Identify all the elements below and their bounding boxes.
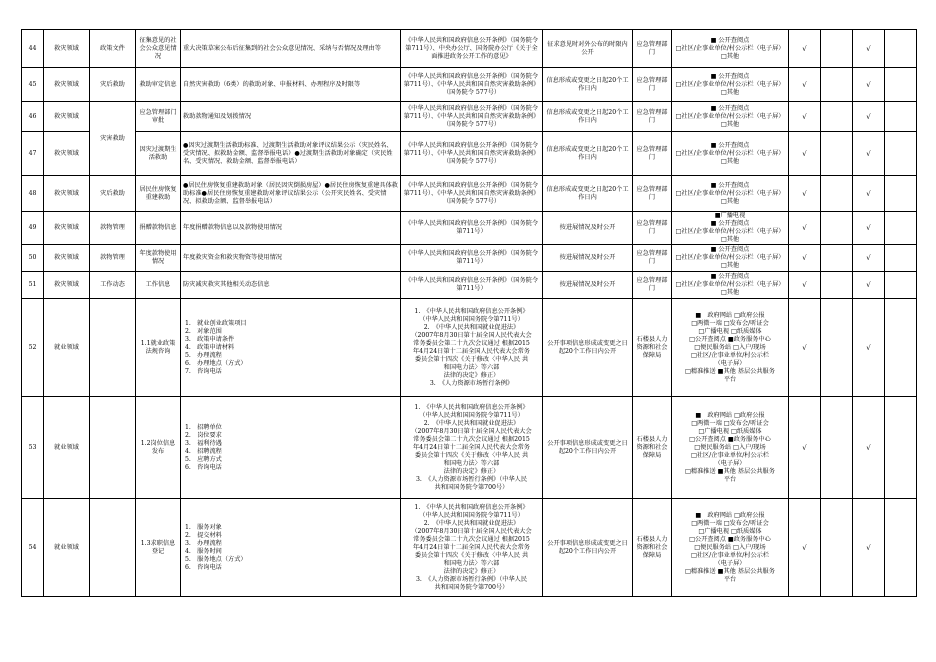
channel-cell — [672, 299, 789, 397]
check-cell: √ — [853, 245, 885, 272]
item-cell: 救助审定信息 — [136, 68, 181, 102]
row-number: 52 — [22, 299, 44, 397]
row-number: 53 — [22, 397, 44, 499]
list-item: 6. 咨询电话 — [185, 463, 222, 471]
basis-cell: 《中华人民共和国政府信息公开条例》（国务院令第711号）、《中华人民共和国自然灾害救助条例》（国务院令 577号） — [401, 132, 543, 176]
basis-line: （2007年8月30日第十届全国人民代表大会 — [411, 331, 532, 339]
basis-cell: 《中华人民共和国政府信息公开条例》（国务院令第711号） — [401, 212, 543, 245]
check-cell — [821, 245, 853, 272]
category-cell: 就业领域 — [44, 397, 90, 499]
channel-line: ■ 政府网站 □政府公报 — [695, 511, 765, 519]
basis-line: 年4月24日第十二届全国人民代表大会常务 — [413, 443, 530, 451]
channel-line: □社区/企事业单位/村公示栏（电子屏）□其他 — [675, 281, 785, 296]
content-list-cell — [181, 299, 401, 397]
department-cell: 应急管理部门 — [633, 272, 672, 299]
channel-cell — [672, 245, 789, 272]
check-cell: √ — [789, 272, 821, 299]
basis-line: 2. 《中华人民共和国就业促进法》 — [423, 519, 520, 527]
check-cell — [885, 272, 917, 299]
table-row — [22, 132, 917, 176]
basis-line: 和国电力法〉等六部 — [443, 459, 500, 467]
basis-line: 常务委员会第二十九次会议通过 根据2015 — [413, 435, 530, 443]
time-limit-cell: 按进展情况及时公开 — [543, 212, 633, 245]
basis-line: 2. 《中华人民共和国就业促进法》 — [423, 323, 520, 331]
list-item: 3. 政策申请条件 — [185, 335, 235, 343]
check-cell: √ — [853, 299, 885, 397]
time-limit-cell: 按进展情况及时公开 — [543, 272, 633, 299]
basis-cell: 《中华人民共和国政府信息公开条例》（国务院令第711号）、《中华人民共和国自然灾害救助条例》（国务院令 577号） — [401, 102, 543, 132]
check-cell — [885, 176, 917, 212]
content-cell: 年度救灾资金和救灾物资等使用情况 — [181, 245, 401, 272]
department-cell: 应急管理部门 — [633, 30, 672, 68]
channel-line: □精准推送 ■其他 基层公共服务 — [685, 567, 775, 575]
channel-cell — [672, 272, 789, 299]
row-number: 54 — [22, 499, 44, 597]
category-cell: 救灾领域 — [44, 212, 90, 245]
item-cell: 1.2岗位信息发布 — [136, 397, 181, 499]
category-cell: 救灾领域 — [44, 132, 90, 176]
check-cell: √ — [789, 68, 821, 102]
check-cell: √ — [853, 212, 885, 245]
subcategory-cell — [90, 397, 136, 499]
channel-line: □公开查阅点 ■政务服务中心 — [689, 535, 771, 543]
check-cell — [821, 499, 853, 597]
check-cell: √ — [789, 132, 821, 176]
time-limit-cell: 信息形成或变更之日起20个工作日内 — [543, 132, 633, 176]
row-number: 44 — [22, 30, 44, 68]
check-cell — [821, 68, 853, 102]
list-item: 6. 办理地点（方式） — [185, 359, 247, 367]
content-cell: 防灾减灾救灾其他相关动态信息 — [181, 272, 401, 299]
item-cell: 居民住房恢复重建救助 — [136, 176, 181, 212]
row-number: 46 — [22, 102, 44, 132]
item-cell: 1.3求职信息登记 — [136, 499, 181, 597]
basis-cell: 《中华人民共和国政府信息公开条例》（国务院令第711号）、《中华人民共和国自然灾害救助条例》（国务院令 577号） — [401, 176, 543, 212]
row-number: 50 — [22, 245, 44, 272]
row-number: 48 — [22, 176, 44, 212]
check-cell: √ — [853, 102, 885, 132]
channel-line: □社区/企事业单位/村公示栏（电子屏）□其他 — [675, 189, 785, 205]
channel-line: □社区/企事业单位/村公示栏（电子屏）□其他 — [675, 149, 785, 165]
basis-line: 和国电力法〉等六部 — [443, 559, 500, 567]
basis-cell: 《中华人民共和国政府信息公开条例》（国务院令第711号） — [401, 245, 543, 272]
channel-cell — [672, 68, 789, 102]
subcategory-cell: 灾后救助 — [90, 176, 136, 212]
list-item: 1. 就业创业政策项目 — [185, 319, 247, 327]
check-cell: √ — [789, 102, 821, 132]
time-limit-cell: 征求意见时对外公布的时限内公开 — [543, 30, 633, 68]
basis-line: 法律的决定》修正） — [443, 467, 500, 475]
table-row — [22, 176, 917, 212]
content-cell: 年度捐赠款物信息以及款物使用情况 — [181, 212, 401, 245]
item-cell: 应急管理部门审批 — [136, 102, 181, 132]
table-row — [22, 102, 917, 132]
check-cell: √ — [853, 176, 885, 212]
table-row — [22, 499, 917, 597]
list-item: 2. 提交材料 — [185, 531, 222, 539]
table-row — [22, 212, 917, 245]
category-cell: 救灾领域 — [44, 272, 90, 299]
list-item: 4. 服务时间 — [185, 547, 222, 555]
check-cell — [821, 299, 853, 397]
channel-line: □便民服务站 □入户/现场 — [694, 343, 766, 351]
channel-line: □社区/企事业单位/村公示栏（电子屏）□其他 — [675, 254, 785, 269]
subcategory-cell: 政策文件 — [90, 30, 136, 68]
check-cell: √ — [853, 397, 885, 499]
check-cell — [821, 102, 853, 132]
time-limit-cell: 信息形成或变更之日起20个工作日内 — [543, 176, 633, 212]
item-cell: 因灾过渡期生活救助 — [136, 132, 181, 176]
list-item: 7. 咨询电话 — [185, 367, 222, 375]
basis-cell: 《中华人民共和国政府信息公开条例》（国务院令第711号）、《中华人民共和国自然灾害救助条例》（国务院令 577号） — [401, 68, 543, 102]
content-cell: ●居民住房恢复重建救助对象（居民因灾倒损房屋）●居民住房恢复重建具体救助标准●居民住房恢复重建救助对象评议结果公示（公开灾民姓名、受灾情况、拟救助金额、监督举报电话） — [181, 176, 401, 212]
time-limit-cell: 按进展情况及时公开 — [543, 245, 633, 272]
channel-cell — [672, 397, 789, 499]
list-item: 4. 招聘流程 — [185, 447, 222, 455]
department-cell: 应急管理部门 — [633, 102, 672, 132]
basis-line: 3. 《人力资源市场暂行条例》 — [429, 379, 514, 387]
basis-cell — [401, 397, 543, 499]
basis-line: 年4月24日第十二届全国人民代表大会常务 — [413, 543, 530, 551]
check-cell: √ — [853, 30, 885, 68]
channel-line: □社区/企事业单位/村公示栏 — [690, 351, 770, 359]
content-cell: 救助款物通知及划拨情况 — [181, 102, 401, 132]
basis-cell — [401, 299, 543, 397]
list-item: 5. 服务地点（方式） — [185, 555, 247, 563]
check-cell: √ — [789, 176, 821, 212]
channel-line: 平台 — [723, 375, 737, 383]
channel-line: □公开查阅点 ■政务服务中心 — [689, 335, 771, 343]
basis-line: 3. 《人力资源市场暂行条例》（中华人民 — [415, 575, 528, 583]
channel-line: ■ 公开查阅点 — [710, 273, 750, 280]
category-cell: 救灾领域 — [44, 30, 90, 68]
check-cell — [885, 68, 917, 102]
channel-cell — [672, 212, 789, 245]
basis-line: 法律的决定》修正） — [443, 567, 500, 575]
basis-cell: 《中华人民共和国政府信息公开条例》（国务院令第711号）、中央办公厅、国务院办公厅《关于全面推进政务公开工作的意见》 — [401, 30, 543, 68]
channel-line: □便民服务站 □入户/现场 — [694, 443, 766, 451]
channel-line: □社区/企事业单位/村公示栏 — [690, 551, 770, 559]
check-cell — [821, 30, 853, 68]
channel-line: ■ 公开查阅点 — [710, 104, 750, 112]
check-cell: √ — [789, 499, 821, 597]
channel-cell — [672, 132, 789, 176]
basis-line: 3. 《人力资源市场暂行条例》（中华人民 — [415, 475, 528, 483]
channel-line: □精准推送 ■其他 基层公共服务 — [685, 367, 775, 375]
channel-line: ■ 政府网站 □政府公报 — [695, 411, 765, 419]
channel-line: □两微一端 □发布会/听证会 — [691, 319, 769, 327]
channel-cell — [672, 499, 789, 597]
subcategory-cell: 款物管理 — [90, 212, 136, 245]
check-cell: √ — [789, 299, 821, 397]
channel-line: （电子屏） — [714, 459, 746, 467]
channel-line: □广播电视 □纸质媒体 — [698, 327, 762, 335]
department-cell: 石楼县人力资源和社会保障局 — [633, 397, 672, 499]
channel-line: □公开查阅点 ■政务服务中心 — [689, 435, 771, 443]
channel-line: ■ 公开查阅点 — [710, 220, 750, 227]
row-number: 49 — [22, 212, 44, 245]
channel-line: □社区/企事业单位/村公示栏 — [690, 451, 770, 459]
channel-line: □社区/企事业单位/村公示栏（电子屏）□其他 — [675, 112, 785, 128]
category-cell: 救灾领域 — [44, 245, 90, 272]
category-cell: 救灾领域 — [44, 102, 90, 132]
item-cell: 1.1就业政策法规咨询 — [136, 299, 181, 397]
check-cell — [885, 102, 917, 132]
item-cell: 捐赠款物信息 — [136, 212, 181, 245]
list-item: 3. 福利待遇 — [185, 439, 222, 447]
basis-cell — [401, 499, 543, 597]
list-item: 1. 服务对象 — [185, 523, 222, 531]
channel-cell — [672, 102, 789, 132]
basis-line: 和国电力法〉等六部 — [443, 363, 500, 371]
table-row — [22, 272, 917, 299]
channel-line: 平台 — [723, 475, 737, 483]
check-cell — [885, 132, 917, 176]
channel-line: 平台 — [723, 575, 737, 583]
content-cell: 重大决策草案公布后征集到的社会公众意见情况、采纳与否情况及理由等 — [181, 30, 401, 68]
channel-line: □精准推送 ■其他 基层公共服务 — [685, 467, 775, 475]
table-row — [22, 397, 917, 499]
row-number: 45 — [22, 68, 44, 102]
basis-line: 共和国国务院令第700号） — [434, 483, 509, 491]
subcategory-cell — [90, 299, 136, 397]
channel-line: □社区/企事业单位/村公示栏（电子屏）□其他 — [675, 228, 785, 243]
basis-line: （2007年8月30日第十届全国人民代表大会 — [411, 427, 532, 435]
channel-cell — [672, 30, 789, 68]
channel-line: ■ 公开查阅点 — [710, 36, 750, 44]
list-item: 1. 招聘单位 — [185, 423, 222, 431]
category-cell: 就业领域 — [44, 499, 90, 597]
basis-line: 法律的决定》修正） — [443, 371, 500, 379]
time-limit-cell: 公开事项信息形成或变更之日起20个工作日内公开 — [543, 499, 633, 597]
content-cell: 自然灾害救助（6类）的救助对象、申报材料、办理程序及时限等 — [181, 68, 401, 102]
list-item: 2. 对象范围 — [185, 327, 222, 335]
basis-line: （中华人民共和国国务院令第711号） — [419, 411, 524, 419]
check-cell: √ — [789, 212, 821, 245]
check-cell: √ — [853, 132, 885, 176]
basis-line: 1. 《中华人民共和国政府信息公开条例》 — [414, 503, 529, 511]
department-cell: 应急管理部门 — [633, 245, 672, 272]
department-cell: 应急管理部门 — [633, 132, 672, 176]
time-limit-cell: 公开事项信息形成或变更之日起20个工作日内公开 — [543, 397, 633, 499]
check-cell: √ — [853, 68, 885, 102]
row-number: 51 — [22, 272, 44, 299]
check-cell — [885, 397, 917, 499]
channel-line: （电子屏） — [714, 359, 746, 367]
check-cell: √ — [853, 499, 885, 597]
channel-line: ■ 公开查阅点 — [710, 141, 750, 149]
channel-line: （电子屏） — [714, 559, 746, 567]
time-limit-cell: 信息形成或变更之日起20个工作日内 — [543, 68, 633, 102]
check-cell: √ — [789, 245, 821, 272]
basis-line: 1. 《中华人民共和国政府信息公开条例》 — [414, 307, 529, 315]
channel-line: □广播电视 □纸质媒体 — [698, 527, 762, 535]
list-item: 6. 咨询电话 — [185, 563, 222, 571]
check-cell — [885, 212, 917, 245]
item-cell: 年度款物使用情况 — [136, 245, 181, 272]
check-cell — [821, 132, 853, 176]
channel-line: □社区/企事业单位/村公示栏（电子屏）□其他 — [675, 44, 785, 60]
basis-cell: 《中华人民共和国政府信息公开条例》（国务院令第711号） — [401, 272, 543, 299]
channel-line: □便民服务站 □入户/现场 — [694, 543, 766, 551]
channel-line: □广播电视 □纸质媒体 — [698, 427, 762, 435]
check-cell: √ — [789, 30, 821, 68]
list-item: 2. 岗位要求 — [185, 431, 222, 439]
basis-line: 2. 《中华人民共和国就业促进法》 — [423, 419, 520, 427]
time-limit-cell: 公开事项信息形成或变更之日起20个工作日内公开 — [543, 299, 633, 397]
subcategory-cell — [90, 499, 136, 597]
department-cell: 应急管理部门 — [633, 68, 672, 102]
channel-line: ■ 政府网站 □政府公报 — [695, 311, 765, 319]
category-cell: 救灾领域 — [44, 176, 90, 212]
list-item: 4. 政策申请材料 — [185, 343, 235, 351]
check-cell — [885, 30, 917, 68]
table-row — [22, 245, 917, 272]
check-cell — [885, 299, 917, 397]
basis-line: 1. 《中华人民共和国政府信息公开条例》 — [414, 403, 529, 411]
check-cell: √ — [853, 272, 885, 299]
department-cell: 石楼县人力资源和社会保障局 — [633, 299, 672, 397]
disclosure-table — [21, 29, 917, 597]
item-cell: 征集意见的社会公众意见情况 — [136, 30, 181, 68]
list-item: 5. 应聘方式 — [185, 455, 222, 463]
content-cell: ●因灾过渡期生活救助标准、过渡期生活救助对象评议结果公示（灾民姓名、受灾情况、拟救助金额、监督举报电话）●过渡期生活救助对象确定（灾民姓名、受灾情况、救助金额、监督举报电话） — [181, 132, 401, 176]
department-cell: 应急管理部门 — [633, 212, 672, 245]
basis-line: 委员会第十四次《关于修改〈中华人民 共 — [414, 451, 529, 459]
basis-line: （中华人民共和国国务院令第711号） — [419, 315, 524, 323]
channel-line: □社区/企事业单位/村公示栏（电子屏）□其他 — [675, 80, 785, 96]
channel-line: □两微一端 □发布会/听证会 — [691, 419, 769, 427]
check-cell — [821, 176, 853, 212]
table-row — [22, 68, 917, 102]
channel-line: ■ 公开查阅点 — [710, 246, 750, 253]
basis-line: 常务委员会第二十九次会议通过 根据2015 — [413, 535, 530, 543]
channel-cell — [672, 176, 789, 212]
department-cell: 石楼县人力资源和社会保障局 — [633, 499, 672, 597]
list-item: 5. 办理流程 — [185, 351, 222, 359]
table-row — [22, 299, 917, 397]
check-cell — [885, 245, 917, 272]
basis-line: 委员会第十四次《关于修改〈中华人民 共 — [414, 551, 529, 559]
channel-line: ■ 公开查阅点 — [710, 181, 750, 189]
channel-line: ■ 公开查阅点 — [710, 72, 750, 80]
check-cell: √ — [789, 397, 821, 499]
basis-line: （2007年8月30日第十届全国人民代表大会 — [411, 527, 532, 535]
basis-line: 常务委员会第二十九次会议通过 根据2015 — [413, 339, 530, 347]
row-number: 47 — [22, 132, 44, 176]
check-cell — [821, 212, 853, 245]
category-cell: 救灾领域 — [44, 68, 90, 102]
channel-line: □两微一端 □发布会/听证会 — [691, 519, 769, 527]
content-list-cell — [181, 499, 401, 597]
check-cell — [821, 272, 853, 299]
category-cell: 就业领域 — [44, 299, 90, 397]
check-cell — [821, 397, 853, 499]
disclosure-table-page — [21, 29, 917, 597]
list-item: 3. 办理流程 — [185, 539, 222, 547]
basis-line: 共和国国务院令第700号） — [434, 583, 509, 591]
check-cell — [885, 499, 917, 597]
time-limit-cell: 信息形成或变更之日起20个工作日内 — [543, 102, 633, 132]
subcategory-cell: 灾害救助 — [90, 102, 136, 176]
subcategory-cell: 款物管理 — [90, 245, 136, 272]
channel-line: ■广播电视 — [714, 212, 746, 219]
department-cell: 应急管理部门 — [633, 176, 672, 212]
basis-line: 年4月24日第十二届全国人民代表大会常务 — [413, 347, 530, 355]
subcategory-cell: 工作动态 — [90, 272, 136, 299]
content-list-cell — [181, 397, 401, 499]
subcategory-cell: 灾后救助 — [90, 68, 136, 102]
table-row — [22, 30, 917, 68]
item-cell: 工作信息 — [136, 272, 181, 299]
basis-line: （中华人民共和国国务院令第711号） — [419, 511, 524, 519]
basis-line: 委员会第十四次《关于修改〈中华人民 共 — [414, 355, 529, 363]
